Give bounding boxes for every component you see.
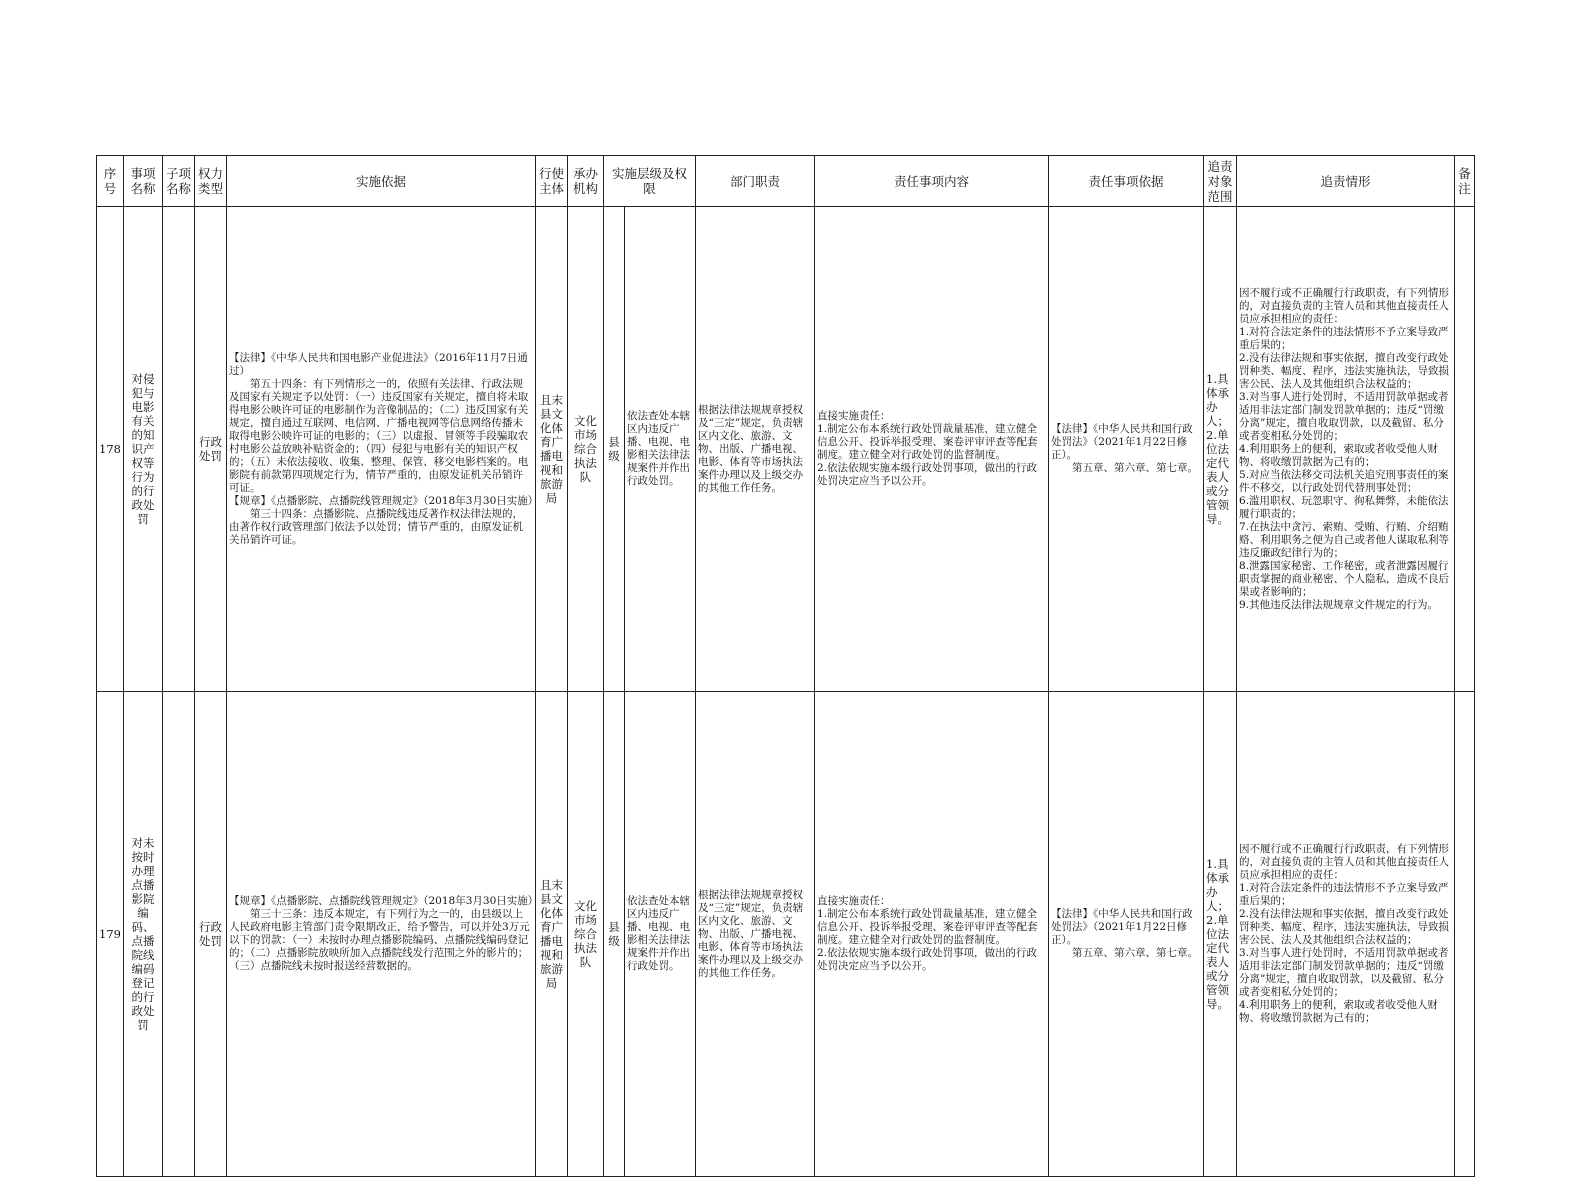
cell-power-type: 行政处罚 — [195, 207, 227, 692]
header-level: 实施层级及权限 — [604, 156, 696, 207]
cell-basis — [227, 692, 539, 1177]
basis-rule-article: 第三十四条：点播影院、点播院线违反著作权法律法规的，由著作权行政管理部门依法予以处罚；情节严重的，由原发证机关吊销许可证。 — [229, 507, 523, 546]
cell-item-name: 对未按时办理点播影院编码、点播院线编码登记的行政处罚 — [124, 692, 163, 1177]
responsibility-table-sheet — [96, 155, 1474, 1032]
header-resp-content: 责任事项内容 — [815, 156, 1049, 207]
basis-law-article: 第五十四条：有下列情形之一的，依照有关法律、行政法规及国家有关规定予以处罚：（一）违反国家有关规定，擅自将未取得电影公映许可证的电影制作为音像制品的；（二）违反国家有关规定，擅自通过互联网、电信网、广播电视网等信息网络传播未取得电影公映许可证的电影的；（三）以虚报、冒领等手段骗取农村电影公益放映补贴资金的；（四）侵犯与电影有关的知识产权的；（五）未依法接收、收集、整理、保管、移交电影档案的。电影院有前款第四项规定行为，情节严重的，由原发证机关吊销许可证。 — [229, 377, 529, 494]
cell-agency: 文化市场综合执法队 — [568, 692, 604, 1177]
basis-rule-title: 【规章】《点播影院、点播院线管理规定》（2018年3月30日实施） — [229, 895, 539, 907]
cell-accountability: 因不履行或不正确履行行政职责，有下列情形的，对直接负责的主管人员和其他直接责任人员应承担相应的责任： 1.对符合法定条件的违法情形不予立案导致严重后果的； 2.没有法律法规和事实依据，擅自改变行政处罚种类、幅度、程序，违法实施执法，导致损害公民、法人及其他组织合法权益的； 3.对当事人进行处罚时，不适用罚款单据或者适用非法定部门制发罚款单据的；违反“罚缴分离”规定，擅自收取罚款，以及截留、私分或者变相私分处罚的； 4.利用职务上的便利，索取或者收受他人财物、将收缴罚款据为己有的； — [1237, 692, 1455, 1177]
resp-basis-law: 【法律】《中华人民共和国行政处罚法》（2021年1月22日修正）。 — [1051, 908, 1193, 946]
cell-seq: 179 — [97, 692, 124, 1177]
resp-basis-law: 【法律】《中华人民共和国行政处罚法》（2021年1月22日修正）。 — [1051, 423, 1193, 461]
cell-subject: 且末县文化体育广播电视和旅游局 — [536, 207, 568, 692]
cell-accountability: 因不履行或不正确履行行政职责，有下列情形的，对直接负责的主管人员和其他直接责任人员应承担相应的责任： 1.对符合法定条件的违法情形不予立案导致严重后果的； 2.没有法律法规和事实依据，擅自改变行政处罚种类、幅度、程序，违法实施执法，导致损害公民、法人及其他组织合法权益的； 3.对当事人进行处罚时，不适用罚款单据或者适用非法定部门制发罚款单据的；违反“罚缴分离”规定，擅自收取罚款，以及截留、私分或者变相私分处罚的； 4.利用职务上的便利，索取或者收受他人财物、将收缴罚款据为己有的； 5.对应当依法移交司法机关追究刑事责任的案件不移交，以行政处罚代替刑事处罚； 6.滥用职权、玩忽职守、徇私舞弊，未能依法履行职责的； 7.在执法中贪污、索贿、受贿、行贿、介绍贿赂、利用职务之便为自己或者他人谋取私利等违反廉政纪律行为的； 8.泄露国家秘密、工作秘密，或者泄露因履行职责掌握的商业秘密、个人隐私，造成不良后果或者影响的； 9.其他违反法律法规规章文件规定的行为。 — [1237, 207, 1455, 692]
cell-remark — [1455, 692, 1475, 1177]
cell-accountable: 1.具体承办人； 2.单位法定代表人或分管领导。 — [1204, 207, 1237, 692]
cell-authority: 依法查处本辖区内违反广播、电视、电影相关法律法规案件并作出行政处罚。 — [625, 207, 696, 692]
header-item-name: 事项名称 — [124, 156, 163, 207]
header-power-type: 权力类型 — [195, 156, 227, 207]
cell-resp-basis — [1049, 207, 1204, 692]
cell-agency: 文化市场综合执法队 — [568, 207, 604, 692]
table-row — [97, 692, 1475, 1177]
basis-rule-article: 第三十三条：违反本规定，有下列行为之一的，由县级以上人民政府电影主管部门责令限期改正，给予警告，可以并处3万元以下的罚款：（一）未按时办理点播影院编码、点播院线编码登记的；（二）点播影院放映所加入点播院线发行范围之外的影片的；（三）点播院线未按时报送经营数据的。 — [229, 908, 530, 972]
power-responsibility-table — [96, 155, 1475, 1177]
header-seq: 序号 — [97, 156, 124, 207]
cell-sub-name — [163, 207, 195, 692]
header-accountability: 追责情形 — [1237, 156, 1455, 207]
header-remark: 备注 — [1455, 156, 1475, 207]
cell-level: 县级 — [604, 692, 625, 1177]
cell-authority: 依法查处本辖区内违反广播、电视、电影相关法律法规案件并作出行政处罚。 — [625, 692, 696, 1177]
cell-basis — [227, 207, 539, 692]
cell-resp-basis — [1049, 692, 1204, 1177]
header-sub-name: 子项名称 — [163, 156, 195, 207]
cell-level: 县级 — [604, 207, 625, 692]
basis-law-title: 【法律】《中华人民共和国电影产业促进法》（2016年11月7日通过） — [229, 351, 528, 377]
cell-subject: 且末县文化体育广播电视和旅游局 — [536, 692, 568, 1177]
table-row — [97, 207, 1475, 692]
table-header-row — [97, 156, 1475, 207]
basis-rule-title: 【规章】《点播影院、点播院线管理规定》（2018年3月30日实施） — [229, 494, 539, 507]
header-agency: 承办机构 — [568, 156, 604, 207]
resp-basis-chapters: 第五章、第六章、第七章。 — [1072, 947, 1199, 959]
header-subject: 行使主体 — [536, 156, 568, 207]
cell-power-type: 行政处罚 — [195, 692, 227, 1177]
cell-accountable: 1.具体承办人； 2.单位法定代表人或分管领导。 — [1204, 692, 1237, 1177]
resp-basis-chapters: 第五章、第六章、第七章。 — [1072, 462, 1199, 474]
header-basis: 实施依据 — [227, 156, 536, 207]
cell-duty: 根据法律法规规章授权及“三定”规定，负责辖区内文化、旅游、文物、出版、广播电视、电影、体育等市场执法案件办理以及上级交办的其他工作任务。 — [696, 692, 815, 1177]
cell-seq: 178 — [97, 207, 124, 692]
cell-resp-content: 直接实施责任： 1.制定公布本系统行政处罚裁量基准，建立健全信息公开、投诉举报受理、案卷评审评查等配套制度。建立健全对行政处罚的监督制度。 2.依法依规实施本级行政处罚事项，做出的行政处罚决定应当予以公开。 — [815, 692, 1049, 1177]
cell-resp-content: 直接实施责任： 1.制定公布本系统行政处罚裁量基准，建立健全信息公开、投诉举报受理、案卷评审评查等配套制度。建立健全对行政处罚的监督制度。 2.依法依规实施本级行政处罚事项，做出的行政处罚决定应当予以公开。 — [815, 207, 1049, 692]
cell-sub-name — [163, 692, 195, 1177]
cell-duty: 根据法律法规规章授权及“三定”规定，负责辖区内文化、旅游、文物、出版、广播电视、电影、体育等市场执法案件办理以及上级交办的其他工作任务。 — [696, 207, 815, 692]
header-resp-basis: 责任事项依据 — [1049, 156, 1204, 207]
header-duty: 部门职责 — [696, 156, 815, 207]
header-accountable: 追责对象范围 — [1204, 156, 1237, 207]
cell-remark — [1455, 207, 1475, 692]
cell-item-name: 对侵犯与电影有关的知识产权等行为的行政处罚 — [124, 207, 163, 692]
